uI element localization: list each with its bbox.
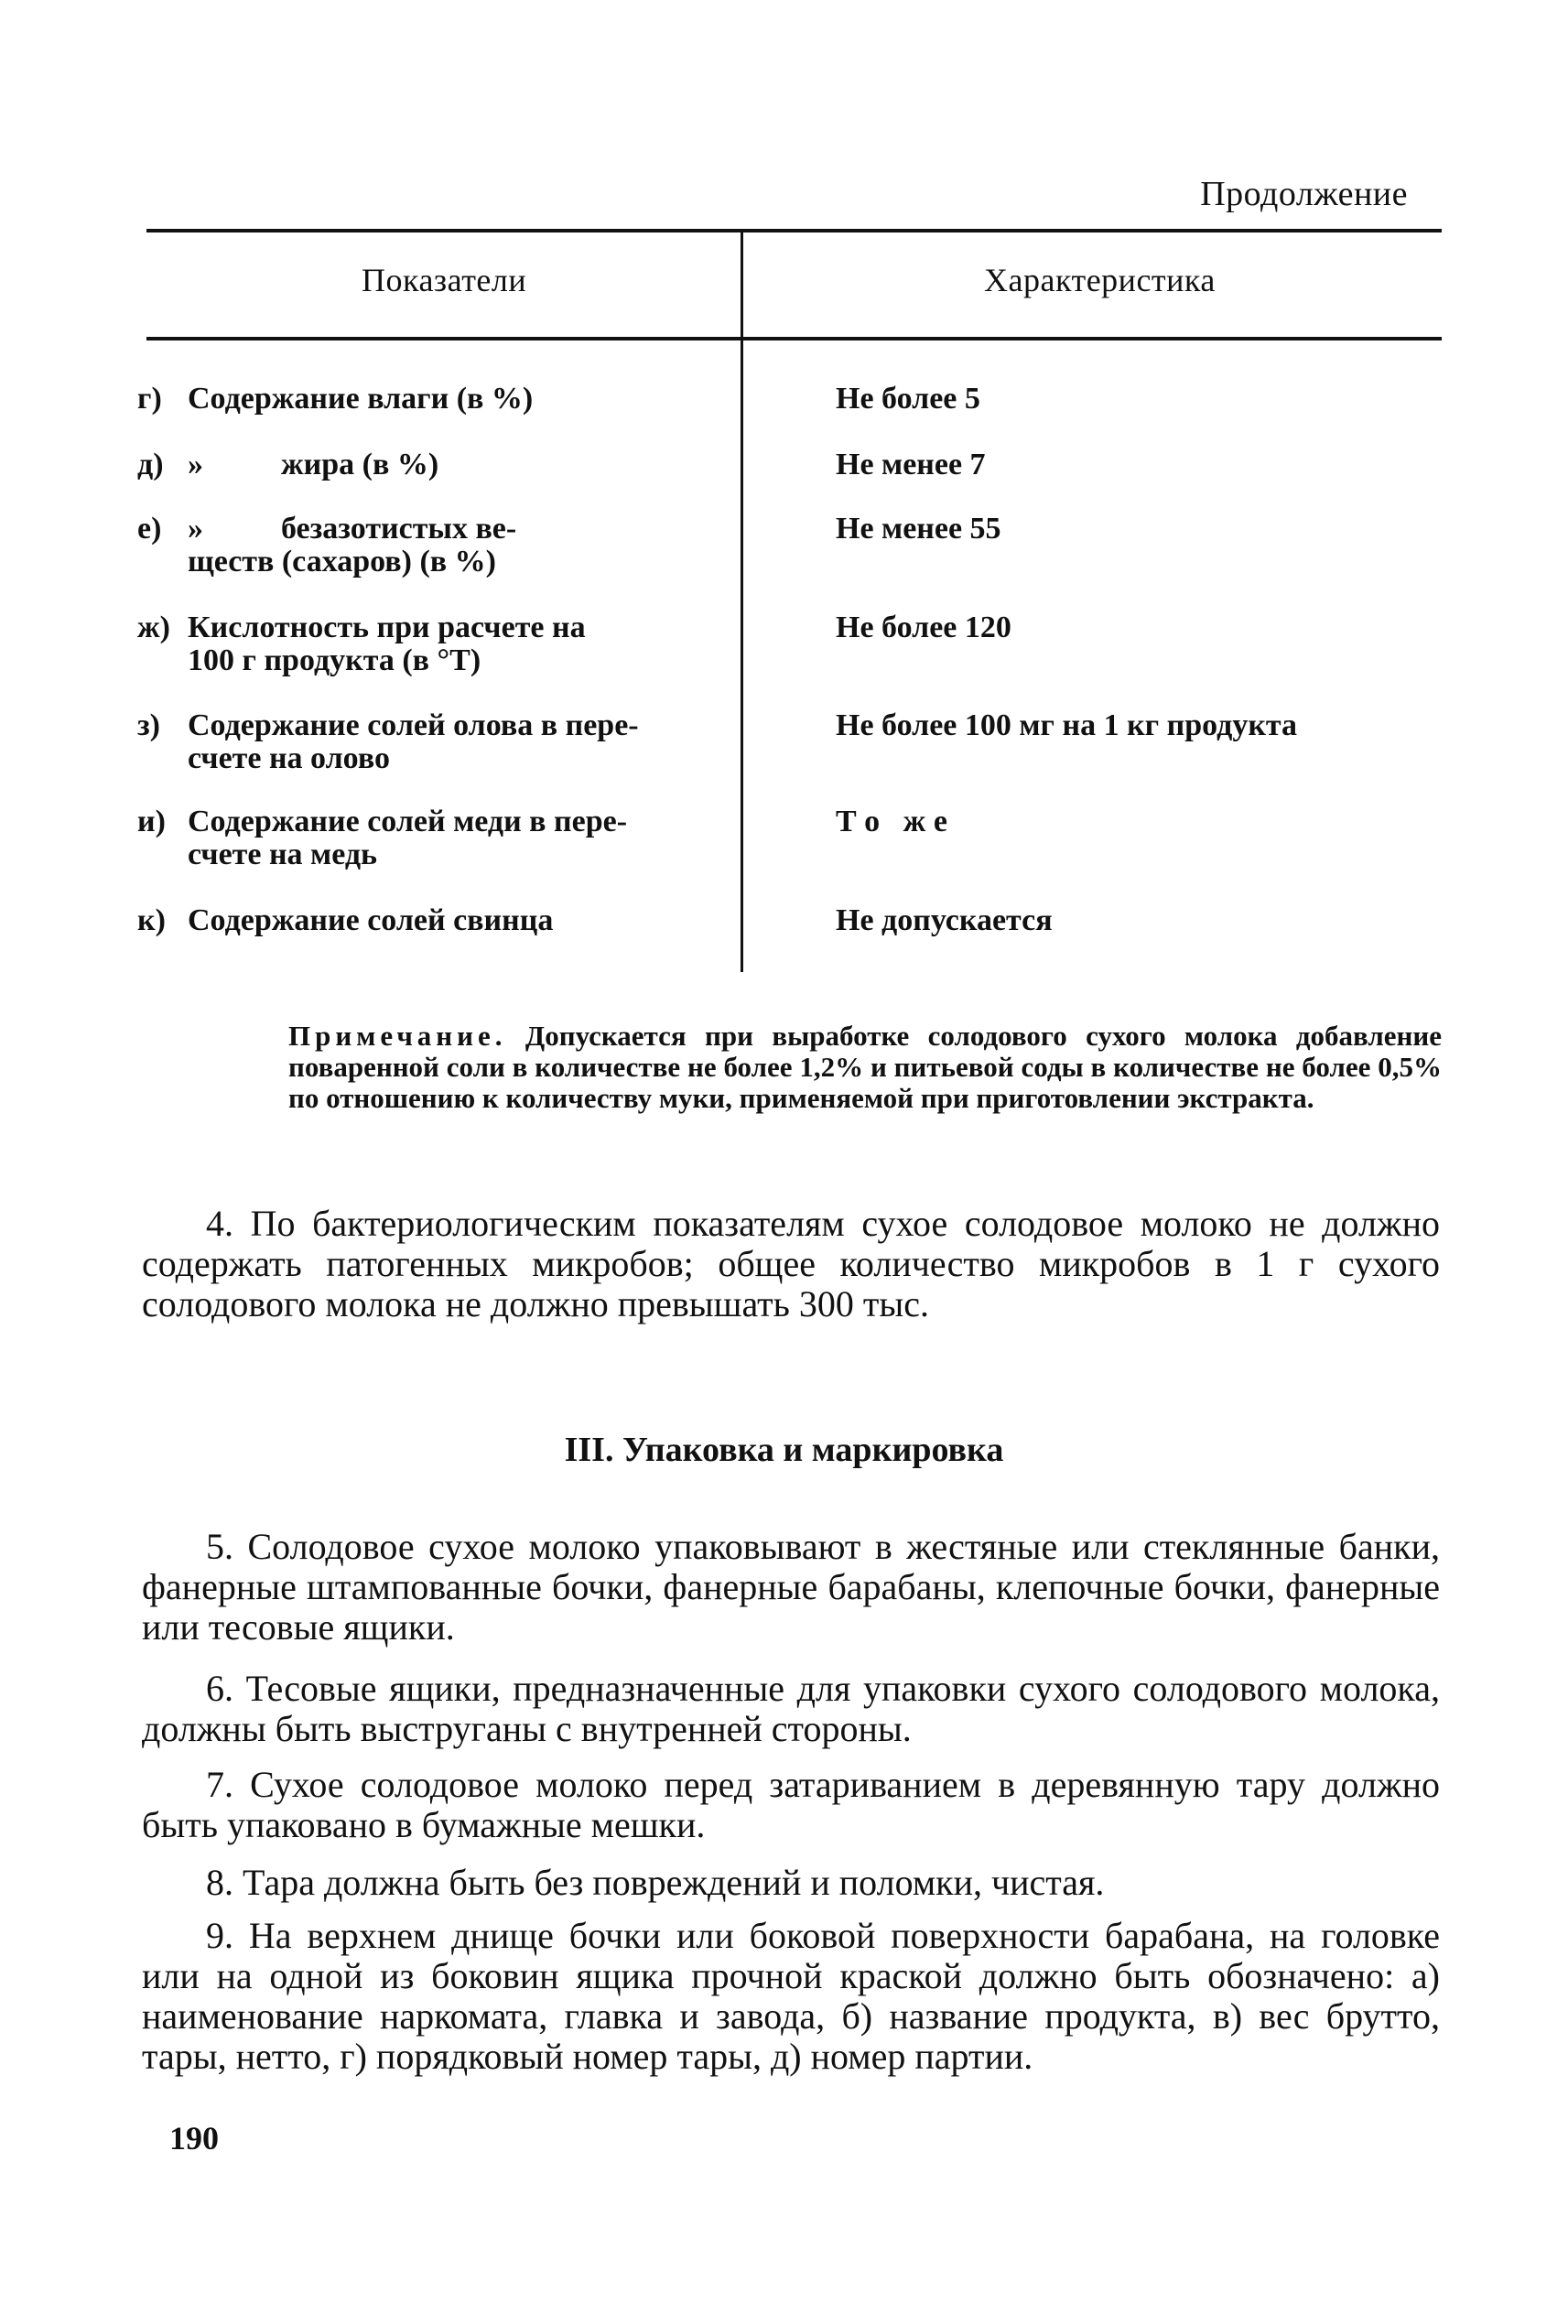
- table-header-indicators: Показатели: [362, 262, 527, 298]
- table-row-indicator: к) Содержание солей свинца: [137, 903, 554, 937]
- paragraph-7: 7. Сухое солодовое молоко перед затариванием в деревянную тару должно быть упаковано в бумажные мешки.: [142, 1764, 1440, 1845]
- table-row-value: Не более 5: [836, 382, 980, 416]
- table-column-divider: [741, 340, 743, 972]
- table-row-value: Не менее 7: [836, 448, 986, 481]
- page-number: 190: [169, 2120, 219, 2156]
- continuation-label: Продолжение: [1200, 175, 1408, 213]
- table-header-rule: [146, 337, 1442, 340]
- table-row-indicator: д) » жира (в %): [137, 448, 439, 481]
- table-row-indicator: з) Содержание солей олова в пере- счете на олово: [137, 708, 639, 775]
- table-row-value: Т о ж е: [836, 805, 947, 838]
- table-row-indicator: е) » безазотистых ве- ществ (сахаров) (в %): [137, 512, 517, 578]
- paragraph-5: 5. Солодовое сухое молоко упаковывают в жестяные или стеклянные банки, фанерные штампованные бочки, фанерные барабаны, клепочные бочки, фанерные или тесовые ящики.: [142, 1526, 1440, 1648]
- table-header-characteristic: Характеристика: [984, 262, 1216, 298]
- paragraph-9: 9. На верхнем днище бочки или боковой поверхности барабана, на головке или на одной из боковин ящика прочной краской должно быть обозначено: а) наименование наркомата, главка и завода, б) название продукта, в) вес брутто, тары, нетто, г) порядковый номер тары, д) номер партии.: [142, 1915, 1440, 2077]
- note-text: Допускается при выработке солодового сухого молока добавление поваренной соли в количестве не более 1,2% и питьевой соды в количестве не более 0,5% по отношению к количеству муки, применяемой при приготовлении экстракта.: [288, 1020, 1442, 1114]
- section-heading: III. Упаковка и маркировка: [564, 1431, 1004, 1469]
- paragraph-4: 4. По бактериологическим показателям сухое солодовое молоко не должно содержать патогенных микробов; общее количество микробов в 1 г сухого солодового молока не должно превышать 300 тыс.: [142, 1203, 1440, 1324]
- table-row-indicator: и) Содержание солей меди в пере- счете на медь: [137, 805, 628, 871]
- table-header-divider: [741, 232, 743, 337]
- paragraph-8: 8. Тара должна быть без повреждений и поломки, чистая.: [206, 1862, 1105, 1903]
- paragraph-6: 6. Тесовые ящики, предназначенные для упаковки сухого солодового молока, должны быть выструганы с внутренней стороны.: [142, 1668, 1440, 1749]
- table-row-indicator: ж) Кислотность при расчете на 100 г продукта (в °Т): [137, 611, 586, 677]
- table-note: [288, 1021, 1442, 1114]
- table-top-rule: [146, 229, 1442, 232]
- table-row-value: Не допускается: [836, 903, 1053, 937]
- table-row-value: Не более 120: [836, 611, 1011, 644]
- table-row-value: Не более 100 мг на 1 кг продукта: [836, 708, 1298, 742]
- note-label: Примечание.: [288, 1020, 507, 1052]
- table-row-indicator: г) Содержание влаги (в %): [137, 382, 534, 416]
- table-row-value: Не менее 55: [836, 512, 1001, 546]
